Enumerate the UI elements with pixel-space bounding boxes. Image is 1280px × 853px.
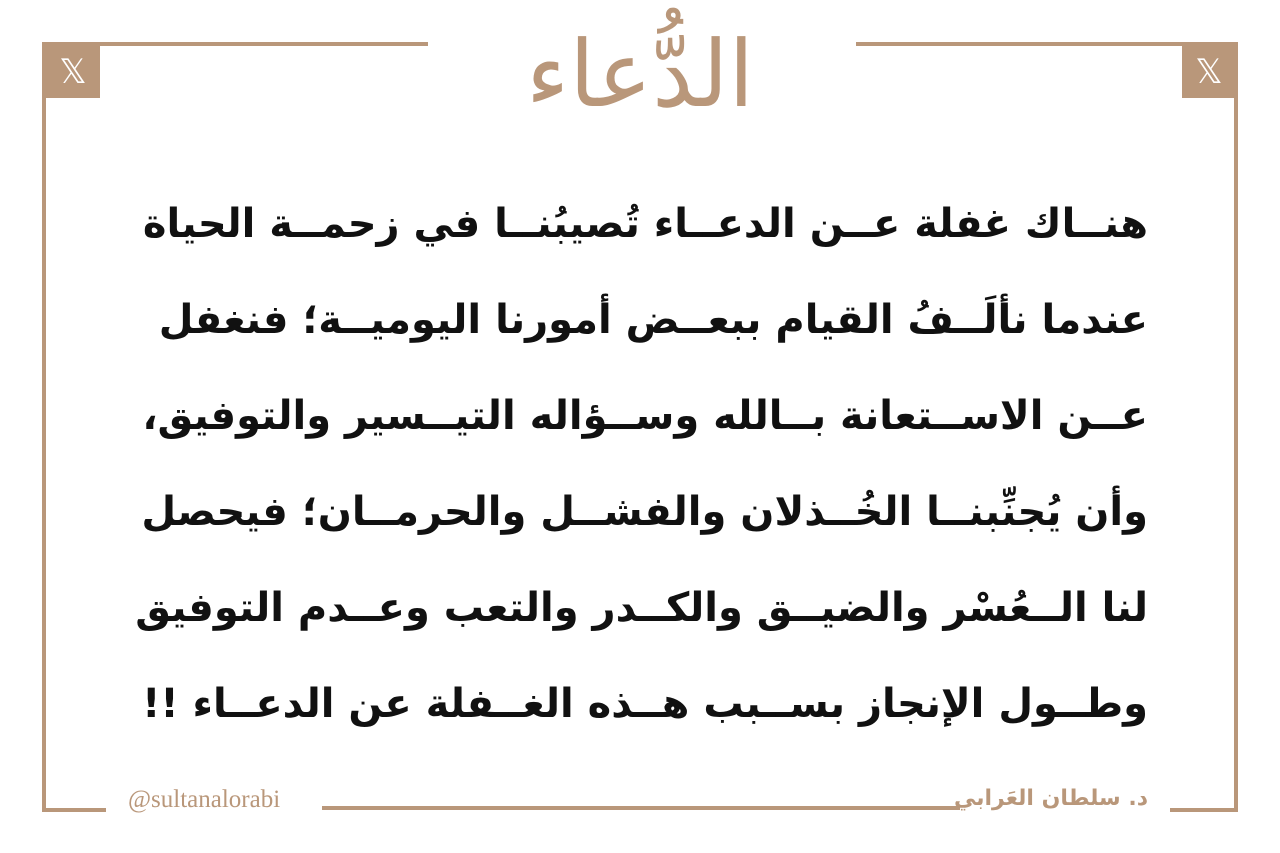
text-line-3: عــن الاســتعانة بــالله وســؤاله التيــسير والتوفيق، [142,393,1148,439]
text-line-5: لنا الــعُسْر والضيــق والكــدر والتعب وعــدم التوفيق [135,585,1148,631]
frame-left-line [42,42,46,812]
x-logo-icon-right [1182,46,1236,98]
text-line-2: عندما نألَــفُ القيام ببعــض أمورنا اليوميــة؛ فنغفل [158,297,1148,343]
text-line-4: وأن يُجنِّبنــا الخُــذلان والفشــل والحرمــان؛ فيحصل [141,489,1148,535]
frame-right-line [1234,42,1238,812]
x-logo-icon-left [46,46,100,98]
frame-bottom-middle-line [322,806,960,810]
frame-bottom-left-line [42,808,106,812]
footer-author: د. سلطان العَرابي [953,786,1148,811]
footer-handle: @sultanalorabi [128,786,281,813]
x-logo-icon: 𝕏 [1195,52,1223,92]
text-line-1: هنــاك غفلة عــن الدعــاء تُصيبُنــا في زحمــة الحياة [142,201,1148,247]
body-text [118,186,1148,762]
x-logo-icon: 𝕏 [59,52,87,92]
text-line-6: وطــول الإنجاز بســبب هــذه الغــفلة عن الدعــاء !! [142,681,1148,727]
page-title: الدُّعاء [525,21,755,128]
frame-top-right-line [856,42,1238,46]
frame-bottom-right-line [1170,808,1238,812]
title-area [440,0,840,150]
